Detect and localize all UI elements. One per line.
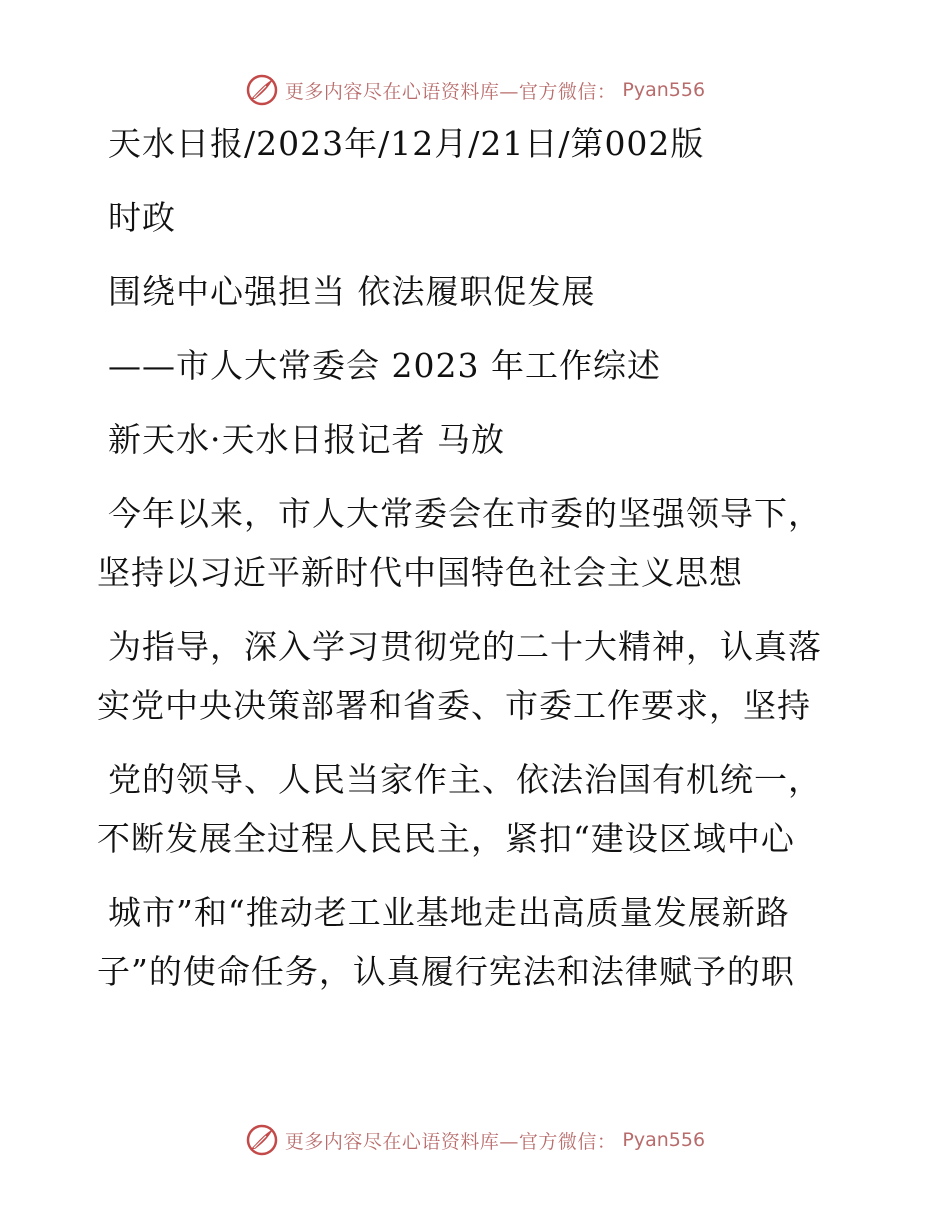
article-byline: 新天水·天水日报记者 马放 bbox=[108, 420, 505, 459]
body-line: 党的领导、人民当家作主、依法治国有机统一， bbox=[108, 760, 822, 799]
body-line: 坚持以习近平新时代中国特色社会主义思想 bbox=[97, 553, 743, 592]
section-label: 时政 bbox=[108, 198, 176, 237]
feather-pen-logo-icon bbox=[245, 1123, 279, 1157]
article-subtitle: ——市人大常委会 2023 年工作综述 bbox=[108, 346, 661, 385]
watermark-wechat-id: Pyan556 bbox=[622, 1129, 706, 1151]
body-line: 实党中央决策部署和省委、市委工作要求，坚持 bbox=[97, 686, 811, 725]
watermark-wechat-id: Pyan556 bbox=[622, 79, 706, 101]
article-title: 围绕中心强担当 依法履职促发展 bbox=[108, 272, 596, 311]
body-line: 子”的使命任务，认真履行宪法和法律赋予的职 bbox=[97, 952, 795, 991]
body-line: 今年以来，市人大常委会在市委的坚强领导下， bbox=[108, 494, 822, 533]
feather-pen-logo-icon bbox=[245, 73, 279, 107]
body-line: 城市”和“推动老工业基地走出高质量发展新路 bbox=[108, 893, 790, 932]
watermark-text: 更多内容尽在心语资料库—官方微信： bbox=[284, 80, 617, 103]
watermark-top bbox=[0, 72, 950, 108]
watermark-text: 更多内容尽在心语资料库—官方微信： bbox=[284, 1130, 617, 1153]
source-line: 天水日报/2023年/12月/21日/第002版 bbox=[108, 124, 705, 163]
body-line: 不断发展全过程人民民主，紧扣“建设区域中心 bbox=[97, 819, 795, 858]
watermark-bottom bbox=[0, 1122, 950, 1158]
body-line: 为指导，深入学习贯彻党的二十大精神，认真落 bbox=[108, 627, 822, 666]
